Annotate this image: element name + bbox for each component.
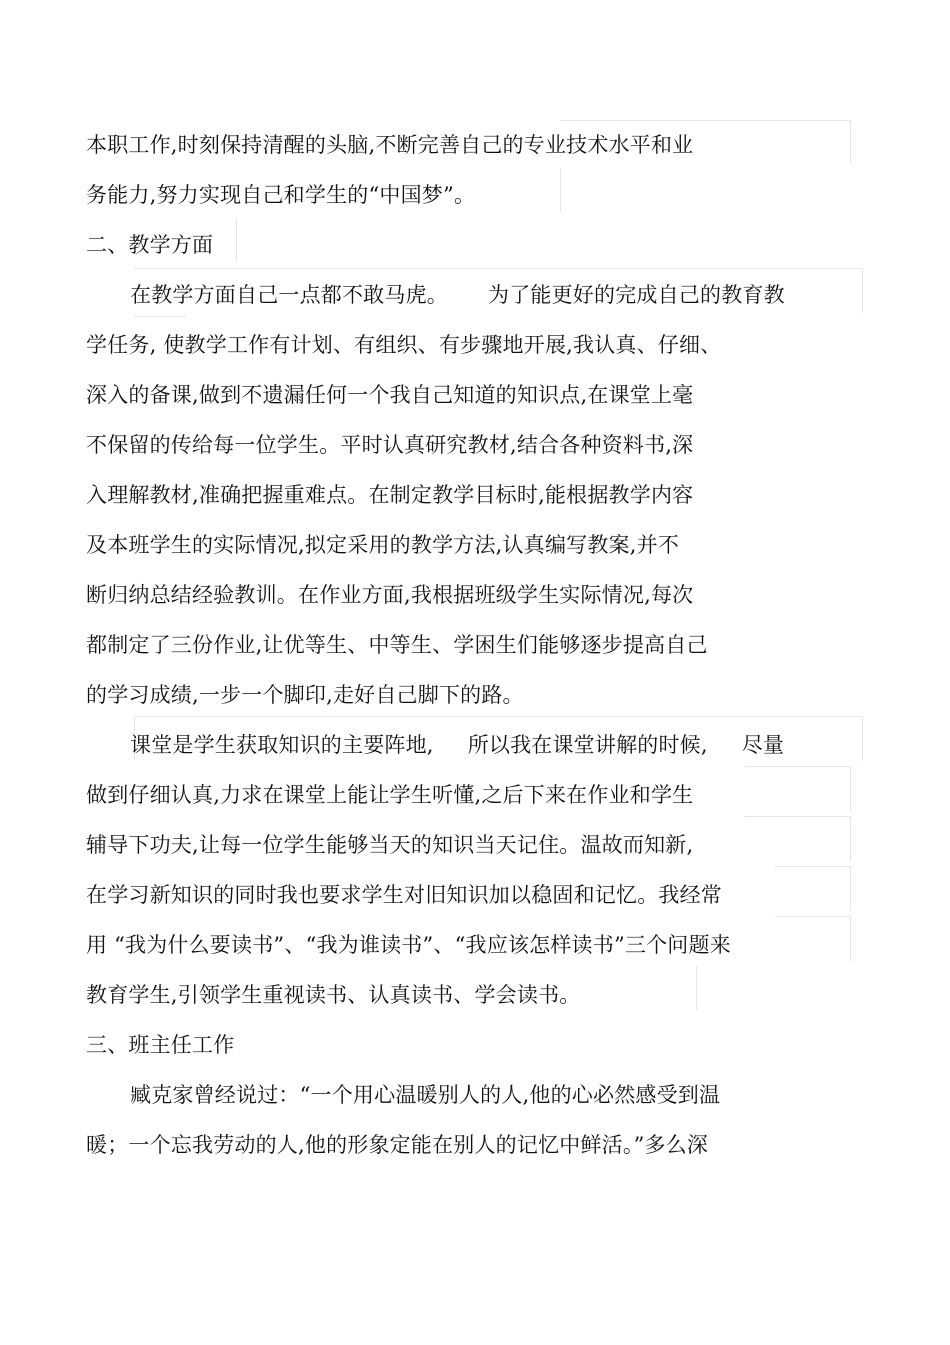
border-artifact [775,866,851,911]
paragraph-line: 本职工作,时刻保持清醒的头脑,不断完善自己的专业技术水平和业 [86,133,694,157]
border-artifact [560,168,562,212]
paragraph-line: 教育学生,引领学生重视读书、认真读书、学会读书。 [86,983,581,1007]
text-segment: 为了能更好的完成自己的教育教 [488,283,785,307]
paragraph-line: 在学习新知识的同时我也要求学生对旧知识加以稳固和记忆。我经常 [86,883,722,907]
section-heading: 三、班主任工作 [86,1033,235,1057]
paragraph-line: 用 “我为什么要读书”、“我为谁读书”、“我应该怎样读书”三个问题来 [86,933,731,957]
paragraph-line: 做到仔细认真,力求在课堂上能让学生听懂,之后下来在作业和学生 [86,783,694,807]
paragraph-line: 臧克家曾经说过：“一个用心温暖别人的人,他的心必然感受到温 [130,1083,721,1107]
border-artifact [775,916,851,961]
paragraph-line: 都制定了三份作业,让优等生、中等生、学困生们能够逐步提高自己 [86,633,708,657]
border-artifact [134,316,186,318]
text-segment: 所以我在课堂讲解的时候, [467,733,708,757]
section-heading: 二、教学方面 [86,233,214,257]
text-segment: 尽量 [741,733,785,757]
text-segment: 在教学方面自己一点都不敢马虎。 [130,283,448,307]
border-artifact [236,218,238,262]
paragraph-line: 入理解教材,准确把握重难点。在制定教学目标时,能根据教学内容 [86,483,694,507]
paragraph-line [130,280,785,310]
paragraph-line: 暖；一个忘我劳动的人,他的形象定能在别人的记忆中鲜活。”多么深 [86,1133,709,1157]
paragraph-line [130,730,784,760]
paragraph-line: 务能力,努力实现自己和学生的“中国梦”。 [86,183,476,207]
paragraph-line: 不保留的传给每一位学生。平时认真研究教材,结合各种资料书,深 [86,433,694,457]
paragraph-line: 的学习成绩,一步一个脚印,走好自己脚下的路。 [86,683,524,707]
paragraph-line: 辅导下功夫,让每一位学生能够当天的知识当天记住。温故而知新, [86,833,694,857]
text-segment: 课堂是学生获取知识的主要阵地, [130,733,434,757]
paragraph-line: 学任务, 使教学工作有计划、有组织、有步骤地开展,我认真、仔细、 [86,333,722,357]
border-artifact [696,966,698,1010]
border-artifact [745,766,851,811]
paragraph-line: 深入的备课,做到不遗漏任何一个我自己知道的知识点,在课堂上毫 [86,383,694,407]
border-artifact [745,816,851,861]
paragraph-line: 及本班学生的实际情况,拟定采用的教学方法,认真编写教案,并不 [86,533,680,557]
paragraph-line: 断归纳总结经验教训。在作业方面,我根据班级学生实际情况,每次 [86,583,694,607]
